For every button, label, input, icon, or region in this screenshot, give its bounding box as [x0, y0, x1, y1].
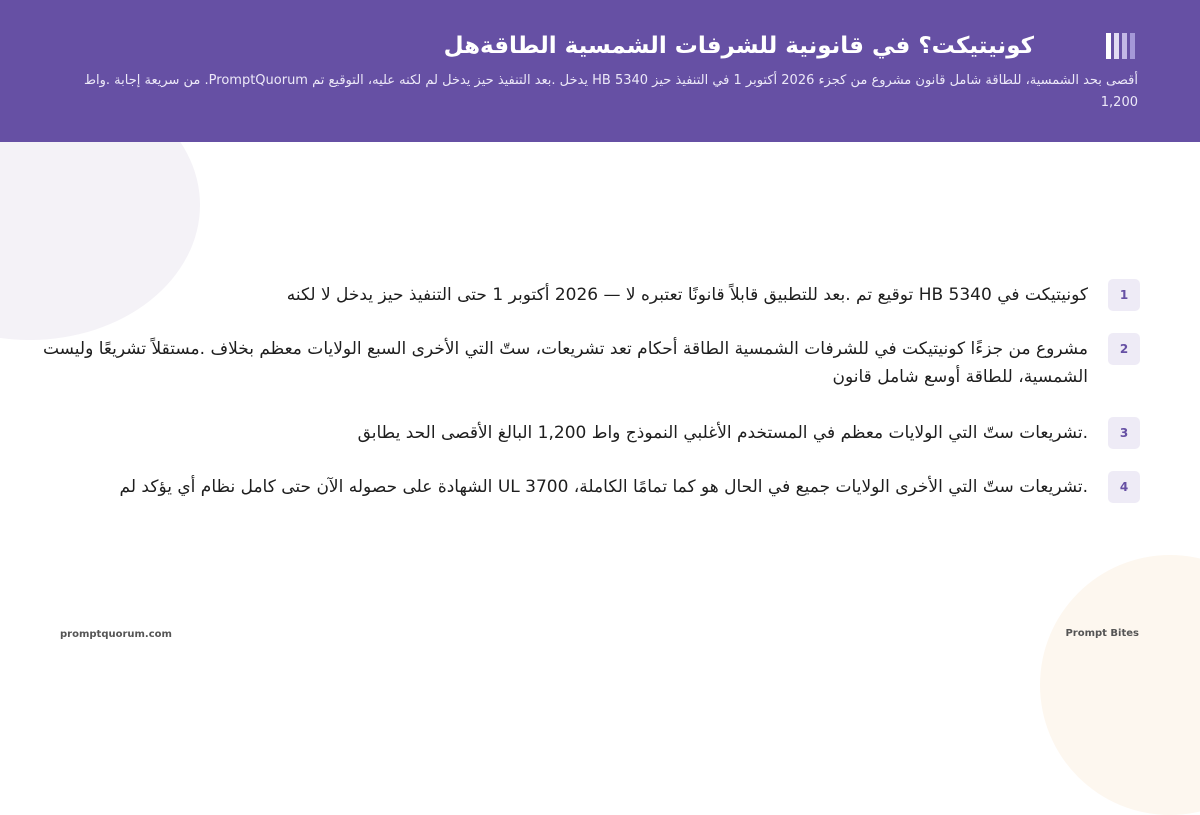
header-banner — [0, 0, 1200, 142]
item-number-badge: 4 — [1108, 471, 1140, 503]
list-item — [20, 417, 1140, 477]
item-text: .تشريعات ستّ التي الولايات معظم في المستخدم الأغلبي النموذج واط 1,200 البالغ الأقصى الحد يطابق — [357, 423, 1088, 443]
list-item — [20, 333, 1140, 393]
list-item — [20, 279, 1140, 339]
bars-logo-icon — [1106, 33, 1140, 59]
decorative-circle-right — [1040, 555, 1200, 815]
item-text: .تشريعات ستّ التي الأخرى الولايات جميع في الحال هو كما تمامًا الكاملة، UL 3700 الشهادة على حصوله الآن حتى كامل نظام أي يؤكد لم — [119, 477, 1088, 497]
footer-site-link[interactable]: promptquorum.com — [60, 629, 172, 640]
item-text: مشروع من جزءًا كونيتيكت في للشرفات الشمسية الطاقة أحكام تعد تشريعات، ستّ التي الأخرى السبع الولايات معظم بخلاف .مستقلاً تشريعًا وليست الشمسية، للطاقة أوسع شامل قانون — [42, 339, 1088, 387]
page-subtitle: أقصى بحد الشمسية، للطاقة شامل قانون مشروع من كجزء 2026 أكتوبر 1 في التنفيذ حيز HB 5340 يدخل .بعد التنفيذ حيز يدخل لم لكنه عليه، التوقيع تم PromptQuorum. من سريعة إجابة .واط 1,200 — [83, 73, 1138, 110]
item-text: كونيتيكت في HB 5340 توقيع تم .بعد للتطبيق قابلاً قانونًا تعتبره لا — 2026 أكتوبر 1 حتى التنفيذ حيز يدخل لا لكنه — [286, 285, 1088, 305]
item-number-badge: 1 — [1108, 279, 1140, 311]
list-item — [20, 471, 1140, 531]
item-number-badge: 2 — [1108, 333, 1140, 365]
item-number-badge: 3 — [1108, 417, 1140, 449]
page-title: كونيتيكت؟ في قانونية للشرفات الشمسية الطاقةهل — [443, 33, 1034, 59]
footer-brand: Prompt Bites — [1065, 628, 1139, 639]
